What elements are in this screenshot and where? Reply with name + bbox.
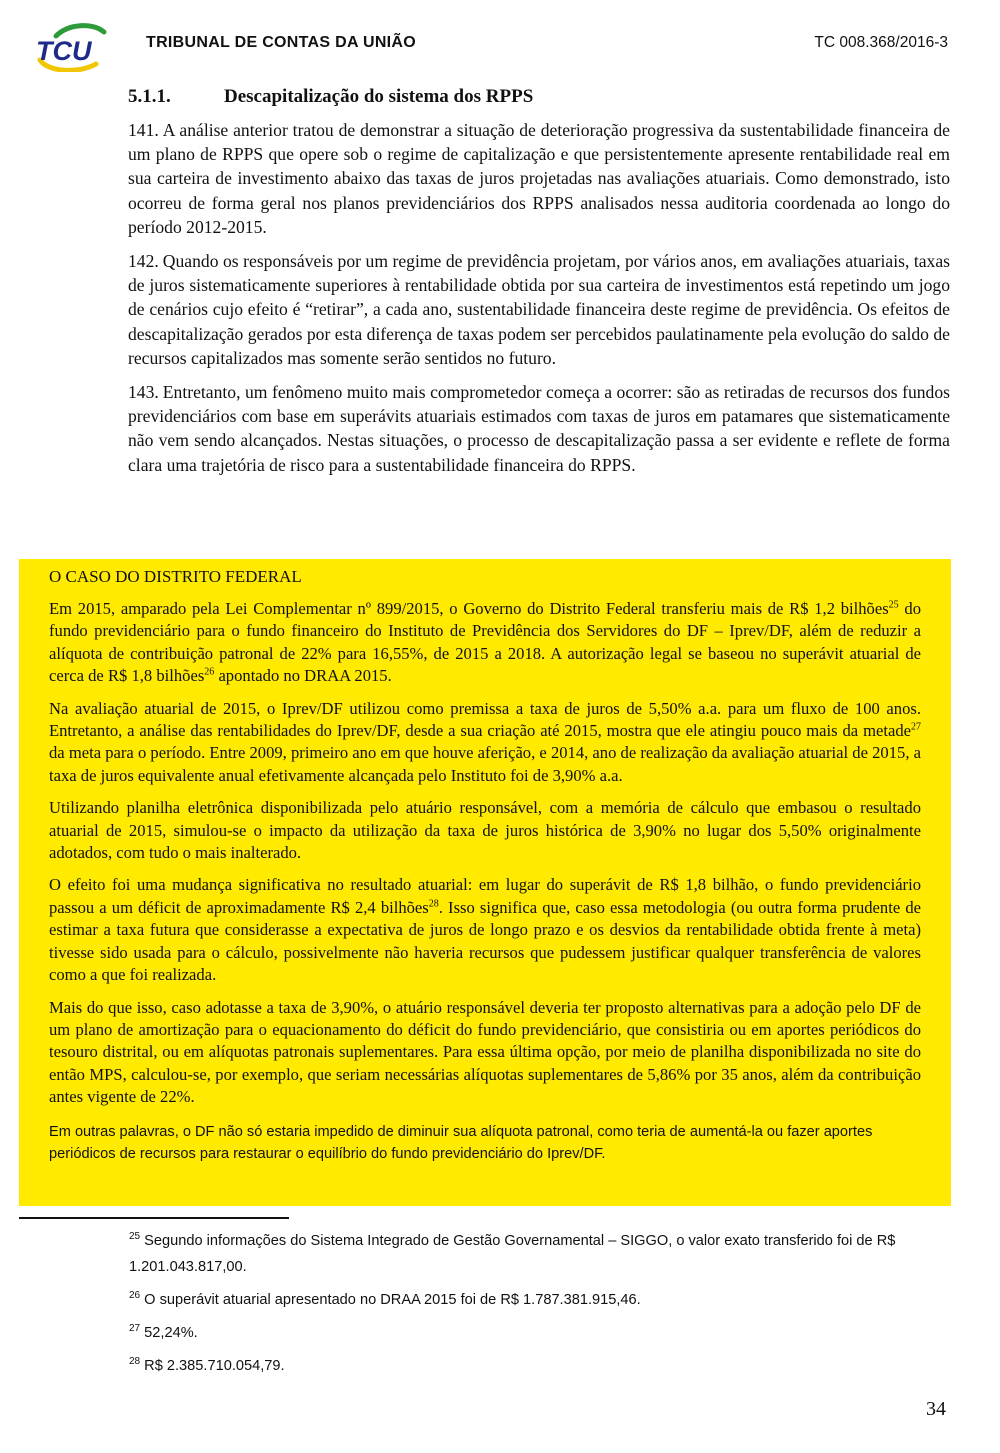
footnote-25: [129, 1228, 949, 1280]
text: da meta para o período. Entre 2009, primeiro ano em que houve aferição, e 2014, ano de realização da avaliação atuarial de 2015, a taxa de juros equivalente anual efetivamente alcançada pelo Instituto foi de 3,90% a.a.: [49, 743, 921, 785]
section-title: Descapitalização do sistema dos RPPS: [224, 86, 534, 107]
main-body: [128, 118, 950, 487]
paragraph-143: [128, 380, 950, 477]
footnote-ref-28[interactable]: 28: [428, 898, 439, 910]
footnote-28: [129, 1353, 949, 1379]
tcu-logo-icon: [34, 22, 108, 72]
case-number: TC 008.368/2016-3: [814, 34, 948, 51]
paragraph-number: 142.: [128, 251, 159, 272]
paragraph-number: 143.: [128, 382, 159, 403]
footnote-number: 25: [129, 1231, 141, 1243]
box-title: O CASO DO DISTRITO FEDERAL: [49, 567, 302, 586]
footnote-ref-27[interactable]: 27: [911, 721, 921, 733]
footnote-27: [129, 1320, 949, 1346]
text: do fundo previdenciário para o fundo financeiro do Instituto de Previdência dos Servidores do DF – Iprev/DF, além de reduzir a alíquota de contribuição patronal de 22% para 16,55%, de 2015 a 2018. A autorização legal se baseou no superávit atuarial de cerca de R$ 1,8 bilhões: [49, 599, 921, 686]
paragraph-text: A análise anterior tratou de demonstrar a situação de deterioração progressiva da sustentabilidade financeira de um plano de RPPS que opere sob o regime de capitalização e que persistentemente apresente rentabilidade real em sua carteira de investimento abaixo das taxas de juros projetadas nas avaliações atuariais. Como demonstrado, isto ocorreu de forma geral nos planos previdenciários dos RPPS analisados nessa auditoria coordenada ao longo do período 2012-2015.: [128, 120, 950, 237]
footnotes: [129, 1228, 949, 1386]
footnote-text: O superávit atuarial apresentado no DRAA 2015 foi de R$ 1.787.381.915,46.: [140, 1292, 641, 1308]
text: Na avaliação atuarial de 2015, o Iprev/DF utilizou como premissa a taxa de juros de 5,50% a.a. para um fluxo de 100 anos. Entretanto, a análise das rentabilidades do Iprev/DF, desde a sua criação até 2015, mostra que ele atingiu pouco mais da metade: [49, 698, 921, 741]
text: O efeito foi uma mudança significativa no resultado atuarial: em lugar do superávit de R$ 1,8 bilhão, o fundo previdenciário passou a um déficit de aproximadamente R$ 2,4 bilhões: [49, 875, 921, 917]
footnote-number: 26: [129, 1290, 141, 1302]
case-study-box: [19, 559, 951, 1206]
page-number: 34: [926, 1398, 946, 1420]
box-paragraph-2: [49, 698, 921, 788]
page-header: [0, 0, 1000, 80]
paragraph-141: [128, 118, 950, 239]
box-paragraph-6: Em outras palavras, o DF não só estaria impedido de diminuir sua alíquota patronal, como teria de aumentá-la ou fazer aportes periódicos de recursos para restaurar o equilíbrio do fundo previdenciário do Iprev/DF.: [49, 1123, 873, 1162]
section-heading: [128, 86, 533, 108]
text: apontado no DRAA 2015.: [214, 666, 392, 686]
paragraph-142: [128, 249, 950, 370]
box-paragraph-1: [49, 598, 921, 688]
paragraph-number: 141.: [128, 120, 159, 140]
text: . Isso significa que, caso essa metodologia (ou outra forma prudente de estimar a taxa futura que considerasse a expectativa de juros de longo prazo e os desvios da rentabilidade obtida frente à meta) tivesse sido usada para o cálculo, possivelmente não haveria recursos que pudessem justificar qualquer transferência de valores como a que foi realizada.: [49, 897, 921, 985]
svg-text:TCU: TCU: [36, 36, 92, 66]
box-paragraph-4: [49, 874, 921, 986]
paragraph-text: Entretanto, um fenômeno muito mais comprometedor começa a ocorrer: são as retiradas de recursos dos fundos previdenciários com base em superávits atuariais estimados com taxas de juros em patamares que sistematicamente não vem sendo alcançados. Nestas situações, o processo de descapitalização passa a ser evidente e reflete de forma clara uma trajetória de risco para a sustentabilidade financeira do RPPS.: [128, 382, 950, 475]
box-paragraph-3: Utilizando planilha eletrônica disponibilizada pelo atuário responsável, com a memória de cálculo que embasou o resultado atuarial de 2015, simulou-se o impacto da utilização da taxa de juros histórica de 3,90% no lugar dos 5,50% originalmente adotados, com tudo o mais inalterado.: [49, 798, 921, 863]
footnote-number: 28: [129, 1356, 141, 1368]
footnote-ref-26[interactable]: 26: [204, 666, 215, 678]
footnote-26: [129, 1287, 949, 1313]
paragraph-text: Quando os responsáveis por um regime de previdência projetam, por vários anos, em avaliações atuariais, taxas de juros sistematicamente superiores à rentabilidade obtida por sua carteira de investimentos está repetindo um jogo de cenários cujo efeito é “retirar”, a cada ano, sustentabilidade financeira deste regime de previdência. Os efeitos de descapitalização gerados por esta diferença de taxas podem ser percebidos paulatinamente pela evolução do saldo de recursos capitalizados mas somente serão sentidos no futuro.: [128, 251, 950, 368]
text: Em 2015, amparado pela Lei Complementar nº 899/2015, o Governo do Distrito Federal transferiu mais de R$ 1,2 bilhões: [49, 599, 889, 618]
box-paragraph-5: Mais do que isso, caso adotasse a taxa de 3,90%, o atuário responsável deveria ter proposto alternativas para a adoção pelo DF de um plano de amortização para o equacionamento do déficit do fundo previdenciário, que consistiria ou em aportes periódicos do tesouro distrital, ou em alíquotas patronais suplementares. Para essa última opção, por meio de planilha disponibilizada no site do então MPS, calculou-se, por exemplo, que seriam necessárias alíquotas suplementares de 5,86% por 35 anos, além da contribuição antes vigente de 22%.: [49, 997, 921, 1107]
footnote-separator: [19, 1217, 289, 1219]
section-number: 5.1.1.: [128, 86, 171, 107]
footnote-text: Segundo informações do Sistema Integrado de Gestão Governamental – SIGGO, o valor exato transferido foi de R$ 1.201.043.817,00.: [129, 1233, 896, 1275]
footnote-number: 27: [129, 1323, 141, 1335]
footnote-ref-25[interactable]: 25: [888, 599, 899, 611]
footnote-text: 52,24%.: [140, 1325, 198, 1341]
footnote-text: R$ 2.385.710.054,79.: [140, 1358, 285, 1374]
organization-name: TRIBUNAL DE CONTAS DA UNIÃO: [146, 34, 417, 51]
